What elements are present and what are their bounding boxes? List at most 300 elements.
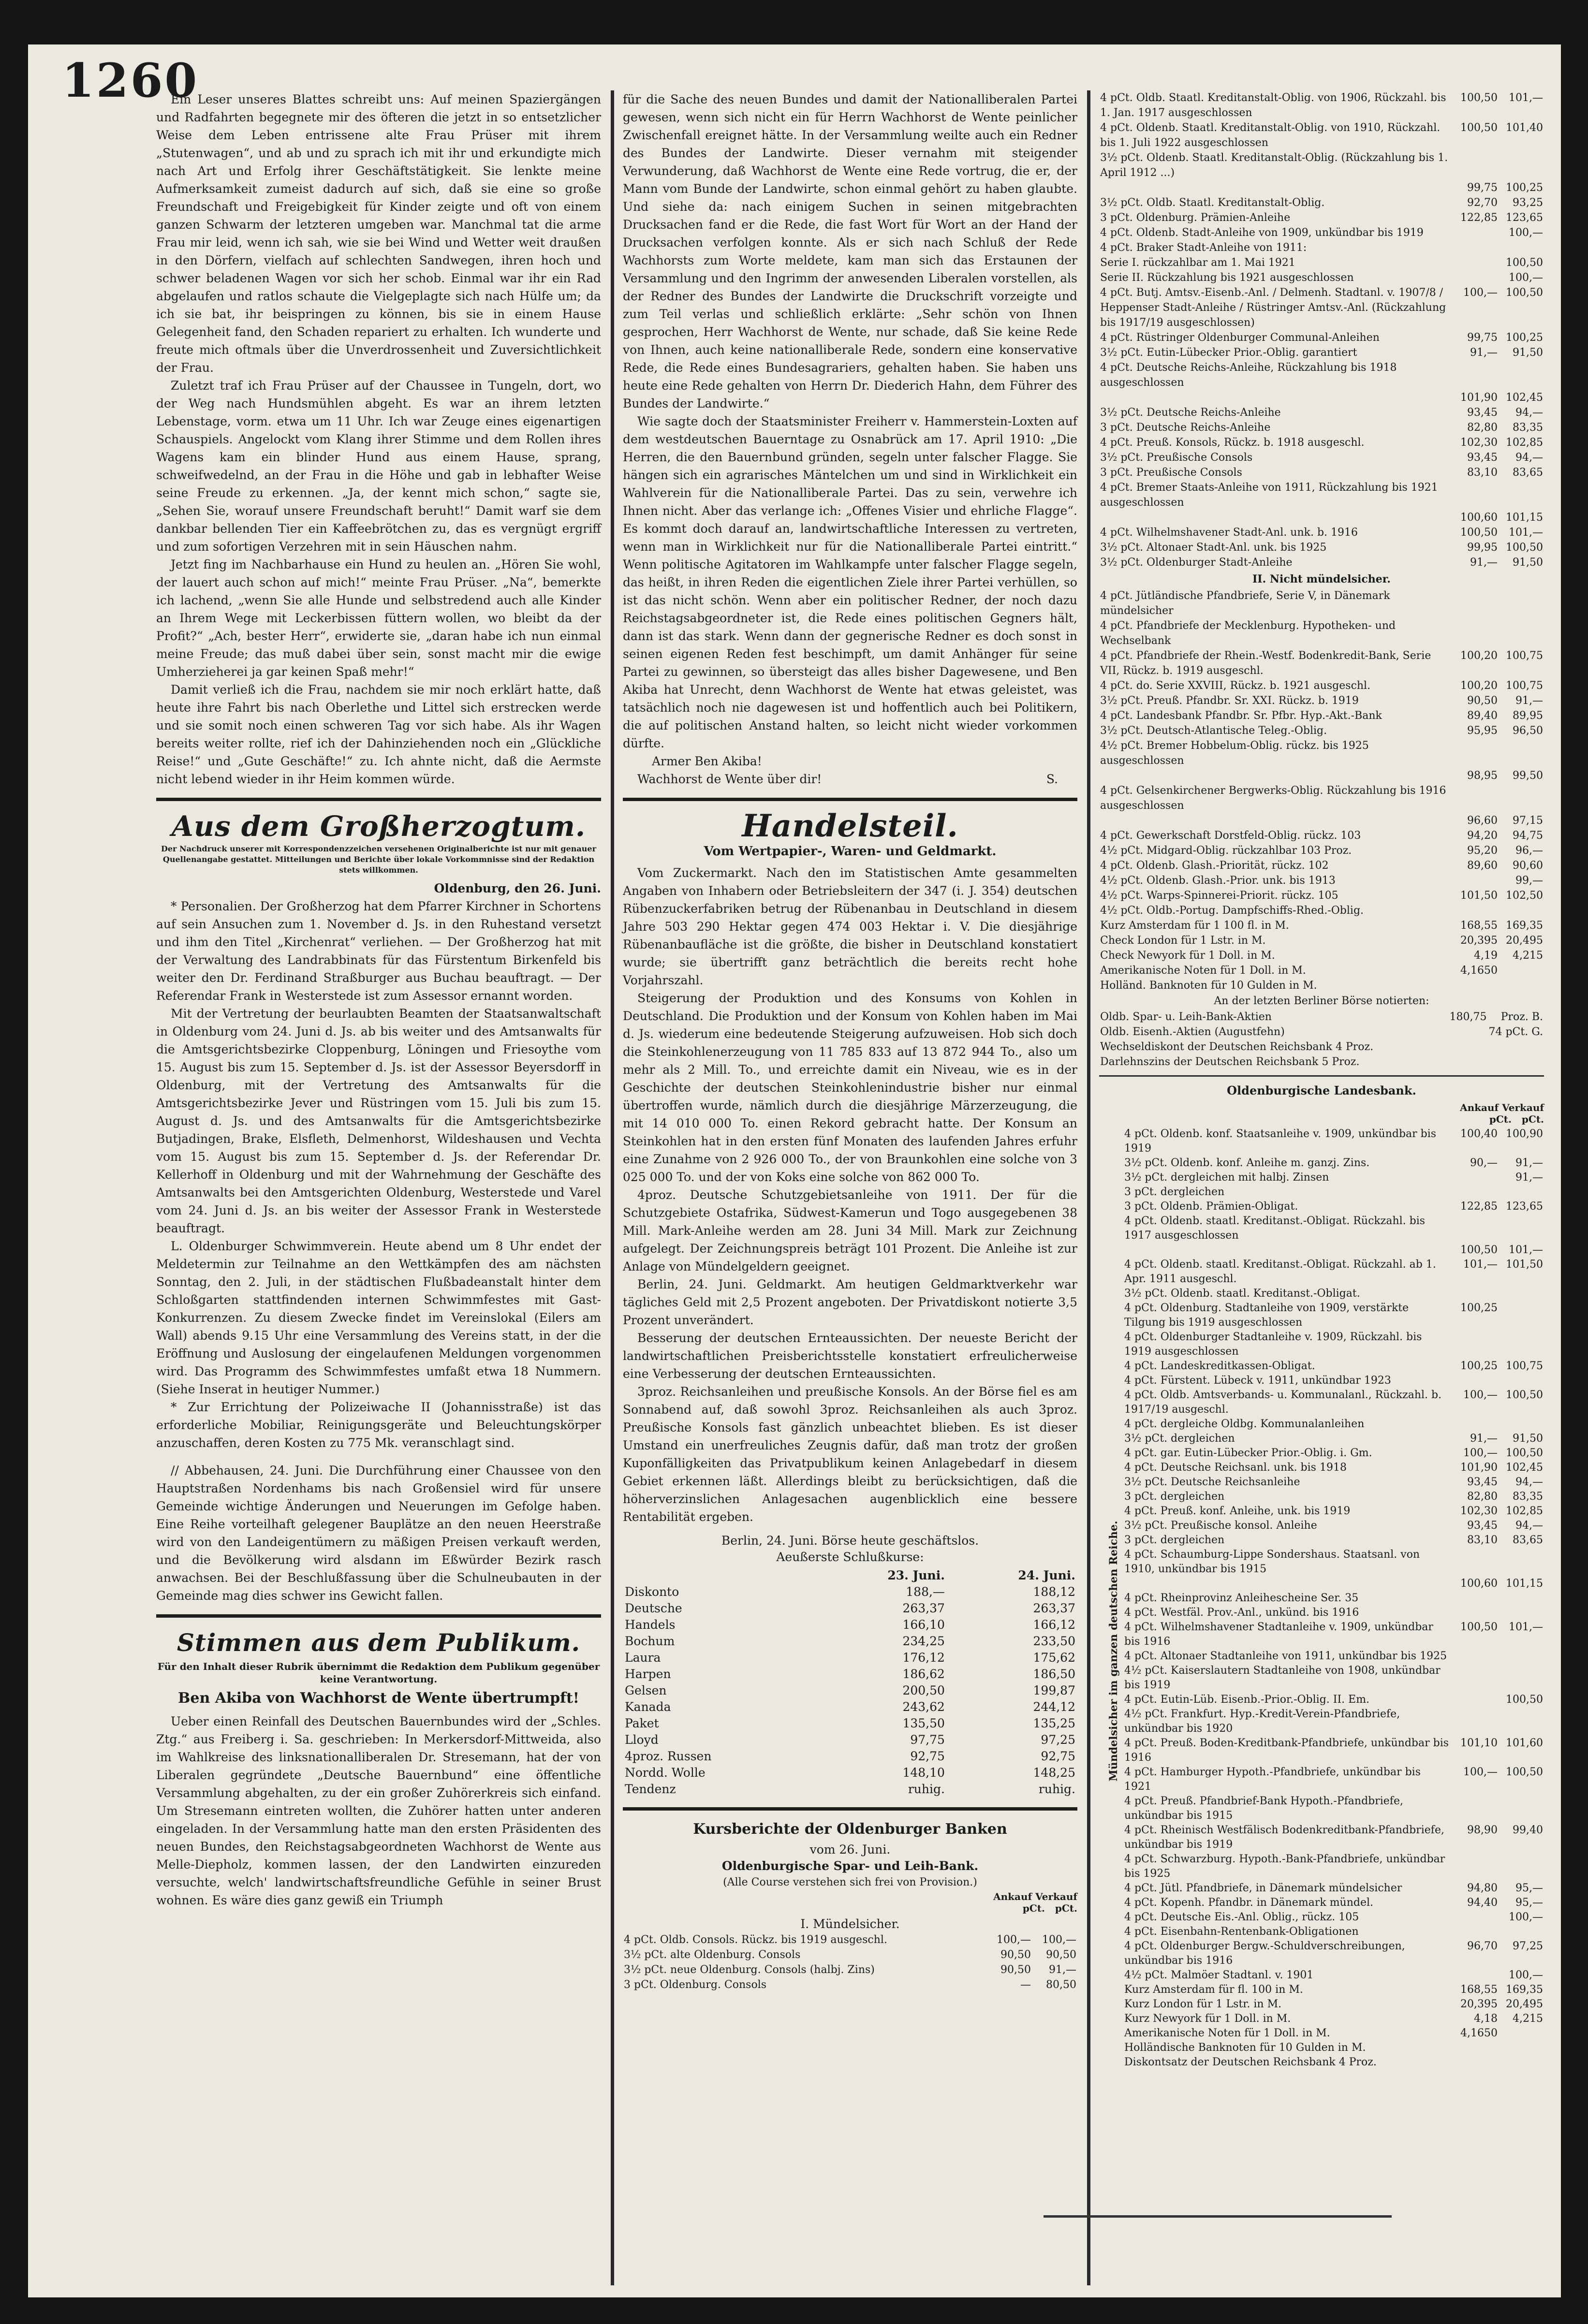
- row-value: 100,50: [1460, 92, 1498, 104]
- row-value: [1451, 2041, 1499, 2055]
- row-value: [1499, 1707, 1544, 1736]
- row-value: 100,—: [1463, 287, 1498, 299]
- landesbank-row: [1123, 1997, 1544, 2012]
- row-value: 188,12: [1033, 1585, 1075, 1599]
- row-value: 100,20: [1460, 650, 1498, 662]
- row-label: Darlehnszins der Deutschen Reichsbank 5 Proz.: [1100, 1056, 1360, 1068]
- row-label: Wechseldiskont der Deutschen Reichsbank 4 Proz.: [1100, 1041, 1374, 1053]
- row-label: 4 pCt. Rheinisch Westfälisch Bodenkreditbank-Pfandbriefe, unkündbar bis 1919: [1124, 1824, 1444, 1851]
- row-value: 101,—: [1509, 92, 1543, 104]
- row-value: 100,40: [1460, 1128, 1498, 1140]
- row-label: 4 pCt. Schaumburg-Lippe Sondershaus. Staatsanl. von 1910, unkündbar bis 1915: [1124, 1549, 1420, 1575]
- row-value: 233,50: [1033, 1634, 1075, 1648]
- rate-table: [1099, 1009, 1544, 1069]
- row-label: 4 pCt. Jütl. Pfandbriefe, in Dänemark mündelsicher: [1124, 1882, 1402, 1894]
- side-label: Mündelsicher im ganzen deutschen Reiche.: [1107, 1520, 1120, 1782]
- row-value: 4,18: [1474, 2013, 1498, 2025]
- row-label: [1123, 1243, 1451, 1257]
- row-value: 169,35: [1506, 1984, 1543, 1996]
- row-value: 135,25: [1033, 1716, 1075, 1730]
- row-label: Kurz Amsterdam für 1 100 fl. in M.: [1100, 920, 1289, 932]
- row-value: 4,215: [1513, 950, 1543, 962]
- landesbank-row: [1123, 1548, 1544, 1577]
- row-label: 4 pCt. Oldenb. staatl. Kreditanst.-Obligat. Rückzahl. ab 1. Apr. 1911 ausgeschl.: [1124, 1258, 1436, 1285]
- row-label: 3½ pCt. dergleichen: [1124, 1432, 1235, 1445]
- row-label: 4 pCt. Oldb. Staatl. Kreditanstalt-Oblig. von 1906, Rückzahl. bis 1. Jan. 1917 ausgeschlossen: [1100, 92, 1446, 119]
- row-value: 101,—: [1463, 1258, 1498, 1271]
- boerse-row: [623, 1584, 1077, 1600]
- rate-row: [1099, 618, 1544, 648]
- row-value: 4,1650: [1460, 2027, 1498, 2039]
- landesbank-row: [1123, 1620, 1544, 1649]
- row-value: [1451, 588, 1499, 618]
- section-divider: [156, 1614, 601, 1618]
- rate-row: [1099, 873, 1544, 888]
- row-label: 3½ pCt. Deutsch-Atlantische Teleg.-Oblig.: [1100, 725, 1327, 737]
- row-value: 100,25: [1506, 182, 1543, 194]
- row-label: 3½ pCt. Deutsche Reichsanleihe: [1124, 1476, 1300, 1488]
- row-value: [1499, 1301, 1544, 1330]
- row-value: [1440, 1039, 1487, 1054]
- boerse-row: [623, 1765, 1077, 1781]
- row-value: 95,—: [1515, 1897, 1543, 1909]
- news-item: L. Oldenburger Schwimmverein. Heute abend um 8 Uhr endet der Meldetermin zur Teilnahme an den Wettkämpfen des am nächsten Sonntag, den 2. Juli, in der städtischen Flußbadeanstalt hinter dem Schloßgarten stattfindenden internen Schwimmfestes mit Gast-Konkurrenzen. Zu diesem Zwecke findet im Vereinslokal (Eilers am Wall) abends 9.15 Uhr eine Versammlung des Vereins statt, in der die Eröffnung und Auslosung der eingelaufenen Meldungen vorgenommen wird. Das Programm des Schwimmfestes umfaßt etwa 18 Nummern. (Siehe Inserat in heutiger Nummer.): [156, 1239, 601, 1396]
- row-label: Holländische Banknoten für 10 Gulden in M.: [1124, 2042, 1366, 2054]
- row-value: [1451, 903, 1499, 918]
- berlin-heading: An der letzten Berliner Börse notierten:: [1214, 995, 1429, 1007]
- row-label: 4 pCt. Oldenb. Staatl. Kreditanstalt-Oblig. von 1910, Rückzahl. bis 1. Juli 1922 ausgeschlossen: [1100, 122, 1441, 149]
- row-label: 3½ pCt. neue Oldenburg. Consols (halbj. Zins): [624, 1964, 875, 1976]
- row-label: 3½ pCt. alte Oldenburg. Consols: [624, 1949, 801, 1961]
- row-label: Kanada: [625, 1700, 671, 1714]
- article-paragraph: Zuletzt traf ich Frau Prüser auf der Chaussee in Tungeln, dort, wo der Weg nach Hundsmühlen abgeht. Es war an ihrem letzten Lebenstage, vorm. etwa um 11 Uhr. Ich war Zeuge eines eigenartigen Schauspiels. Angelockt vom Klang ihrer Stimme und dem Rollen ihres Wagens kam ein blinder Hund aus einem Hause, sprang, schweifwedelnd, an der Frau in die Höhe und gab in lebhafter Weise seine Freude zu erkennen. „Ja, der kennt mich schon,“ sagte sie, „Sehen Sie, worauf unsere Freundschaft beruht!“ Damit warf sie dem dankbar bellenden Tier ein Kaffeebrötchen zu, das es vergnügt ergriff und zum sofortigen Verzehren mit in sein Häuschen nahm.: [156, 379, 601, 554]
- article-heading: Ben Akiba von Wachhorst de Wente übertrumpft!: [178, 1690, 579, 1707]
- row-value: 243,62: [902, 1700, 945, 1714]
- row-label: 4 pCt. Deutsche Eis.-Anl. Oblig., rückz. 105: [1124, 1911, 1359, 1923]
- row-label: 4 pCt. Oldenb. konf. Staatsanleihe v. 1909, unkündbar bis 1919: [1124, 1128, 1437, 1155]
- row-value: 102,85: [1506, 1505, 1543, 1517]
- landesbank-row: [1123, 1707, 1544, 1736]
- landesbank-row: [1123, 1794, 1544, 1823]
- landesbank-row: [1123, 1461, 1544, 1475]
- rate-row: [1099, 555, 1544, 570]
- landesbank-row: [1123, 1214, 1544, 1243]
- row-value: [1451, 783, 1499, 813]
- row-value: 101,—: [1509, 1621, 1543, 1633]
- row-value: [1451, 1707, 1499, 1736]
- row-label: 4½ pCt. Oldb.-Portug. Dampfschiffs-Rhed.-Oblig.: [1100, 905, 1364, 917]
- row-value: 101,90: [1460, 1462, 1498, 1474]
- news-item: Mit der Vertretung der beurlaubten Beamten der Staatsanwaltschaft in Oldenburg vom 24. Juni d. Js. ab bis weiter und des Amtsanwalts für die Amtsgerichtsbezirke Cloppenburg, Löningen und Friesoythe vom 15. August bis zum 15. September d. Js. ist der Assessor Beyersdorff in Oldenburg, mit der Vertretung des Amtsanwalts für die Amtsgerichtsbezirke Jever und Rüstringen vom 15. Juli bis zum 15. August d. Js. und des Amtsanwalts für die Amtsgerichtsbezirke Butjadingen, Brake, Elsfleth, Delmenhorst, Wildeshausen und Vechta vom 15. August bis zum 15. September d. Js. der Referendar Dr. Kellerhoff in Oldenburg und mit der Wahrnehmung der Geschäfte des Amtsanwalts bei den Amtsgerichten Oldenburg, Westerstede und Varel vom 24. Juni d. Js. an bis weiter der Assessor Frank in Westerstede beauftragt.: [156, 1007, 601, 1235]
- row-value: [1451, 1591, 1499, 1606]
- rate-row: [1099, 525, 1544, 540]
- row-value: 94,20: [1467, 830, 1498, 842]
- row-label: 4½ pCt. Malmöer Stadtanl. v. 1901: [1124, 1969, 1314, 1981]
- row-label: 4 pCt. Preuß. Konsols, Rückz. b. 1918 ausgeschl.: [1100, 437, 1365, 449]
- row-value: 102,50: [1506, 890, 1543, 902]
- row-value: [1499, 2026, 1544, 2041]
- row-label: Kurz Newyork für 1 Doll. in M.: [1124, 2013, 1291, 2025]
- row-value: 83,65: [1513, 1534, 1543, 1546]
- row-label: 4 pCt. Landeskreditkassen-Obligat.: [1124, 1360, 1315, 1372]
- row-label: Lloyd: [625, 1733, 659, 1747]
- rate-table: [1099, 588, 1544, 993]
- row-value: 100,20: [1460, 680, 1498, 692]
- row-value: 100,60: [1460, 1578, 1498, 1590]
- row-label: Serie I. rückzahlbar am 1. Mai 1921: [1100, 257, 1295, 269]
- row-value: [1499, 1214, 1544, 1243]
- row-value: 82,80: [1467, 1491, 1498, 1503]
- rate-row: [1099, 255, 1544, 270]
- row-value: 199,87: [1033, 1683, 1075, 1697]
- row-value: 101,60: [1506, 1737, 1543, 1749]
- rate-row: [1099, 588, 1544, 618]
- row-value: 100,25: [1506, 332, 1543, 344]
- row-value: 20,395: [1460, 1998, 1498, 2010]
- row-label: Paket: [625, 1716, 659, 1730]
- row-value: 123,65: [1506, 1200, 1543, 1213]
- row-value: 20,495: [1506, 1998, 1543, 2010]
- market-item: 3proz. Reichsanleihen und preußische Konsols. An der Börse fiel es am Sonnabend auf, daß sowohl 3proz. Reichsanleihen als auch 3proz. Preußische Konsols fast gänzlich unbeachtet blieben. Es ist dieser Umstand ein unerfreuliches Zeugnis dafür, daß man trotz der großen Kuponfälligkeiten das Privatpublikum keinen Anlagebedarf in diesem Gebiet erkennen läßt. Allerdings bleibt zu berücksichtigen, daß die höherverzinslichen Anlagesachen augenblicklich eine bessere Rentabilität ergeben.: [623, 1385, 1077, 1524]
- row-value: [1451, 1693, 1499, 1707]
- row-value: 97,75: [910, 1733, 945, 1747]
- landesbank-row: [1123, 1983, 1544, 1997]
- row-value: [1451, 1330, 1499, 1359]
- row-value: 99,75: [1467, 332, 1498, 344]
- row-value: 100,50: [1460, 122, 1498, 134]
- row-value: 148,10: [902, 1766, 945, 1780]
- row-value: 186,50: [1033, 1667, 1075, 1681]
- row-label: Check London für 1 Lstr. in M.: [1100, 935, 1266, 947]
- row-value: [1451, 270, 1499, 285]
- row-value: 166,10: [902, 1618, 945, 1632]
- rate-row: [1099, 933, 1544, 948]
- row-value: 100,50: [1506, 257, 1543, 269]
- section-note: Für den Inhalt dieser Rubrik übernimmt die Redaktion dem Publikum gegenüber keine Verantwortung.: [157, 1661, 600, 1685]
- row-value: 100,25: [1460, 1360, 1498, 1372]
- market-item: Berlin, 24. Juni. Geldmarkt. Am heutigen Geldmarktverkehr war tägliches Geld mit 2,5 Prozent angeboten. Der Privatdiskont notierte 3,5 Prozent unverändert.: [623, 1277, 1077, 1327]
- row-value: [1451, 1417, 1499, 1432]
- row-value: 93,45: [1467, 1520, 1498, 1532]
- row-label: 4½ pCt. Midgard-Oblig. rückzahlbar 103 Proz.: [1100, 845, 1352, 857]
- row-label: 4 pCt. Wilhelmshavener Stadtanleihe v. 1909, unkündbar bis 1916: [1124, 1621, 1433, 1648]
- rate-row: [1099, 180, 1544, 195]
- row-label: 4½ pCt. Bremer Hobbelum-Oblig. rückz. bis 1925 ausgeschlossen: [1100, 740, 1369, 767]
- row-label: 3 pCt. Oldenburg. Consols: [624, 1979, 767, 1991]
- row-value: 100,25: [1460, 1302, 1498, 1314]
- row-value: [1499, 738, 1544, 768]
- row-value: 234,25: [902, 1634, 945, 1648]
- row-label: 3 pCt. dergleichen: [1124, 1491, 1225, 1503]
- boerse-table: [623, 1567, 1077, 1798]
- row-value: 94,—: [1515, 1520, 1543, 1532]
- row-value: [1499, 783, 1544, 813]
- row-value: 94,—: [1515, 407, 1543, 419]
- section-divider: [1099, 1075, 1544, 1077]
- row-label: Check Newyork für 1 Doll. in M.: [1100, 950, 1275, 962]
- row-value: 100,50: [1506, 1447, 1543, 1459]
- row-value: [1451, 1170, 1499, 1185]
- row-value: 94,—: [1515, 1476, 1543, 1488]
- row-value: 94,80: [1467, 1882, 1498, 1894]
- row-value: 96,70: [1467, 1940, 1498, 1952]
- row-label: 3 pCt. Oldenb. Prämien-Obligat.: [1124, 1200, 1298, 1213]
- row-label: 4 pCt. Gewerkschaft Dorstfeld-Oblig. rückz. 103: [1100, 830, 1361, 842]
- row-label: 4 pCt. Preuß. Pfandbrief-Bank Hypoth.-Pfandbriefe, unkündbar bis 1915: [1124, 1795, 1403, 1822]
- landesbank-col-header: Ankauf Verkauf pCt. pCt.: [1460, 1102, 1544, 1125]
- row-value: 102,30: [1460, 437, 1498, 449]
- row-value: 95,95: [1467, 725, 1498, 737]
- row-value: [1440, 1054, 1487, 1069]
- kurs-bank: Oldenburgische Spar- und Leih-Bank.: [721, 1859, 979, 1873]
- row-value: 92,70: [1467, 197, 1498, 209]
- row-value: 102,45: [1506, 1462, 1543, 1474]
- row-value: 100,50: [1460, 1621, 1498, 1633]
- row-label: 4½ pCt. Oldenb. Glash.-Prior. unk. bis 1913: [1100, 875, 1336, 887]
- column-3: [1099, 90, 1544, 2070]
- row-value: 100,—: [1509, 1911, 1543, 1923]
- row-value: [1451, 480, 1499, 510]
- row-value: 102,45: [1506, 392, 1543, 404]
- row-value: 100,50: [1506, 1389, 1543, 1401]
- page-number: 1260: [62, 53, 199, 108]
- rate-row: [1099, 510, 1544, 525]
- landesbank-row: [1123, 1417, 1544, 1432]
- row-label: [1099, 180, 1451, 195]
- article-paragraph: Damit verließ ich die Frau, nachdem sie mir noch erklärt hatte, daß heute ihre Fahrt bis nach Oberlethe und Littel sich erstrecken werde und sie somit noch einen schweren Tag vor sich habe. Als ihr Wagen bereits weiter rollte, rief ich der Dahinziehenden noch ein „Glückliche Reise!“ und „Gute Geschäfte!“ zu. Ich ahnte nicht, daß die Aermste nicht lebend wieder in ihr Heim kommen würde.: [156, 683, 601, 786]
- row-value: [1451, 1185, 1499, 1199]
- row-value: 100,50: [1460, 1244, 1498, 1256]
- rate-row: [1099, 390, 1544, 405]
- row-value: 83,35: [1513, 422, 1543, 434]
- kurs-row: [623, 1932, 1077, 1947]
- rate-row: [1099, 918, 1544, 933]
- row-value: [1451, 1214, 1499, 1243]
- row-label: Amerikanische Noten für 1 Doll. in M.: [1100, 965, 1306, 977]
- row-value: [1499, 618, 1544, 648]
- row-label: 4 pCt. Jütländische Pfandbriefe, Serie V, in Dänemark mündelsicher: [1100, 590, 1390, 617]
- row-value: 89,40: [1467, 710, 1498, 722]
- row-value: 100,50: [1506, 1694, 1543, 1706]
- landesbank-row: [1123, 1286, 1544, 1301]
- row-value: 95,20: [1467, 845, 1498, 857]
- section-note: Der Nachdruck unserer mit Korrespondenzzeichen versehenen Originalberichte ist nur mit genauer Quellenangabe gestattet. Mitteilungen und Berichte über lokale Vorkommnisse sind der Redaktion stets willkommen.: [161, 844, 597, 875]
- kurs-col-header: Ankauf Verkauf pCt. pCt.: [993, 1891, 1077, 1914]
- rate-row: [1099, 465, 1544, 480]
- row-value: 91,—: [1515, 1157, 1543, 1169]
- rate-row: [1099, 693, 1544, 708]
- row-value: 263,37: [902, 1601, 945, 1615]
- row-label: 3½ pCt. Preußische konsol. Anleihe: [1124, 1520, 1317, 1532]
- rate-row: [1099, 1054, 1544, 1069]
- rate-row: [1099, 648, 1544, 678]
- row-label: Serie II. Rückzahlung bis 1921 ausgeschlossen: [1100, 272, 1354, 284]
- author-initial: S.: [1046, 772, 1058, 786]
- row-value: 90,50: [1467, 695, 1498, 707]
- rate-row: [1099, 888, 1544, 903]
- row-label: 3½ pCt. dergleichen mit halbj. Zinsen: [1124, 1171, 1329, 1184]
- news-item: * Zur Errichtung der Polizeiwache II (Johannisstraße) ist das erforderliche Mobiliar, Reinigungsgeräte und Beleuchtungskörper anzuschaffen, deren Kosten zu 775 Mk. veranschlagt sind.: [156, 1400, 601, 1450]
- row-value: 101,15: [1506, 1578, 1543, 1590]
- row-label: 4 pCt. Oldenburger Stadtanleihe v. 1909, Rückzahl. bis 1919 ausgeschlossen: [1124, 1331, 1422, 1358]
- row-label: 4 pCt. Westfäl. Prov.-Anl., unkünd. bis 1916: [1124, 1607, 1359, 1619]
- row-label: 3½ pCt. Deutsche Reichs-Anleihe: [1100, 407, 1281, 419]
- row-value: 80,50: [1046, 1979, 1076, 1991]
- rate-row: [1099, 828, 1544, 843]
- row-value: 176,12: [902, 1651, 945, 1665]
- market-item: Vom Zuckermarkt. Nach den im Statistischen Amte gesammelten Angaben von Inhabern oder Betriebsleitern der 347 (i. J. 354) deutschen Rübenzuckerfabriken betrug der Rübenanbau in Deutschland in diesem Jahre 503 290 Hektar gegen 474 003 Hektar i. V. Die diesjährige Rübenanbaufläche ist die größte, die bisher in Deutschland konstatiert wurde; sie übertrifft ganz beträchtlich die bereits recht hohe Vorjahrszahl.: [623, 866, 1077, 987]
- row-value: [1499, 1286, 1544, 1301]
- rate-row: [1099, 963, 1544, 978]
- landesbank-row: [1123, 1693, 1544, 1707]
- rate-row: [1099, 948, 1544, 963]
- row-label: 4 pCt. Eisenbahn-Rentenbank-Obligationen: [1124, 1926, 1359, 1938]
- rate-row: [1099, 783, 1544, 813]
- boerse-row: [623, 1633, 1077, 1650]
- landesbank-row: [1123, 1881, 1544, 1896]
- row-label: 3½ pCt. Preuß. Pfandbr. Sr. XXI. Rückz. b. 1919: [1100, 695, 1359, 707]
- row-value: 101,—: [1509, 526, 1543, 539]
- row-value: 100,—: [1042, 1934, 1076, 1946]
- boerse-col-header: 24. Juni.: [1018, 1568, 1075, 1582]
- landesbank-row: [1123, 1896, 1544, 1910]
- row-value: 100,—: [1463, 1389, 1498, 1401]
- landesbank-row: [1123, 1852, 1544, 1881]
- boerse-row: [623, 1781, 1077, 1798]
- row-label: 3 pCt. dergleichen: [1124, 1534, 1225, 1546]
- landesbank-row: [1123, 1374, 1544, 1388]
- landesbank-row: [1123, 1301, 1544, 1330]
- row-value: 83,10: [1467, 1534, 1498, 1546]
- row-value: [1451, 618, 1499, 648]
- kurs-row: [623, 1947, 1077, 1962]
- kurs-section: I. Mündelsicher.: [800, 1917, 900, 1931]
- landesbank-row: [1123, 2055, 1544, 2070]
- row-label: [1099, 510, 1451, 525]
- row-label: 4 pCt. Altonaer Stadtanleihe von 1911, unkündbar bis 1925: [1124, 1650, 1447, 1662]
- landesbank-row: [1123, 1156, 1544, 1170]
- row-label: [1099, 813, 1451, 828]
- landesbank-row: [1123, 1127, 1544, 1156]
- row-value: 102,30: [1460, 1505, 1498, 1517]
- landesbank-row: [1123, 2041, 1544, 2055]
- row-value: [1499, 1417, 1544, 1432]
- row-value: [1499, 240, 1544, 255]
- rate-row: [1099, 435, 1544, 450]
- boerse-row: [623, 1732, 1077, 1748]
- row-value: 180,75: [1449, 1011, 1487, 1023]
- landesbank-row: [1123, 1664, 1544, 1693]
- row-value: 90,—: [1470, 1157, 1498, 1169]
- rate-row: [1099, 768, 1544, 783]
- rate-row: [1099, 150, 1544, 180]
- article-paragraph: für die Sache des neuen Bundes und damit der Nationalliberalen Partei gewesen, wenn sich nicht ein für Herrn Wachhorst de Wente peinlicher Zwischenfall ereignet hätte. In der Versammlung weilte auch ein Redner des Bundes der Landwirte. Dieser vernahm mit steigender Verwunderung, daß Wachhorst de Wente eine Rede vortrug, die er, der Mann vom Bunde der Landwirte, schon einmal gehört zu haben glaubte. Und siehe da: nach einigem Suchen in seinen mitgebrachten Drucksachen fand er die Rede, die fast Wort für Wort an der Hand der Drucksachen verfolgen konnte. Als er sich nach Schluß der Rede Wachhorsts zum Worte meldete, kam man sich das Erstaunen der Versammlung und den Ingrimm der anwesenden Liberalen vorstellen, als der Redner des Bundes der Landwirte die Druckschrift vorzeigte und zum Teil verlas und schließlich erklärte: „Sehr schön von Ihnen gesprochen, Herr Wachhorst de Wente, nur schade, daß Sie keine Rede von Ihnen, auch keine nationalliberale Rede, sondern eine konservative Rede, die Rede eines Bundesagrariers, gehalten haben. Sie haben uns heute eine Rede gehalten von Herrn Dr. Diederich Hahn, dem Führer des Bundes der Landwirte.“: [623, 92, 1077, 410]
- newspaper-page: [28, 44, 1561, 2297]
- row-value: 91,—: [1515, 695, 1543, 707]
- row-value: 83,65: [1513, 467, 1543, 479]
- row-value: 100,—: [1509, 272, 1543, 284]
- row-value: 90,50: [1000, 1949, 1031, 1961]
- landesbank-row: [1123, 1533, 1544, 1548]
- landesbank-heading: Oldenburgische Landesbank.: [1227, 1083, 1416, 1097]
- row-value: 20,395: [1460, 935, 1498, 947]
- row-label: 4 pCt. Schwarzburg. Hypoth.-Bank-Pfandbriefe, unkündbar bis 1925: [1124, 1853, 1445, 1880]
- section-heading: Stimmen aus dem Publikum.: [176, 1628, 581, 1657]
- rate-row: [1099, 858, 1544, 873]
- row-value: 99,—: [1515, 875, 1543, 887]
- row-label: 3 pCt. Deutsche Reichs-Anleihe: [1100, 422, 1271, 434]
- rate-row: [1099, 738, 1544, 768]
- row-value: 83,35: [1513, 1491, 1543, 1503]
- column-1: [156, 90, 601, 1909]
- row-value: 90,50: [1046, 1949, 1076, 1961]
- row-value: 100,—: [1509, 1969, 1543, 1981]
- row-value: 200,50: [902, 1683, 945, 1697]
- row-value: 89,95: [1513, 710, 1543, 722]
- row-label: Diskontsatz der Deutschen Reichsbank 4 Proz.: [1124, 2056, 1377, 2068]
- row-label: Nordd. Wolle: [625, 1766, 706, 1780]
- column-2: [623, 90, 1077, 1992]
- row-value: 82,80: [1467, 422, 1498, 434]
- row-value: 100,—: [1509, 227, 1543, 239]
- row-value: [1451, 255, 1499, 270]
- row-label: 4 pCt. Landesbank Pfandbr. Sr. Pfbr. Hyp.-Akt.-Bank: [1100, 710, 1382, 722]
- landesbank-row: [1123, 1504, 1544, 1519]
- row-value: [1451, 1606, 1499, 1620]
- rate-row: [1099, 285, 1544, 330]
- row-value: ruhig.: [908, 1782, 945, 1796]
- row-value: 101,—: [1509, 1244, 1543, 1256]
- news-item: * Personalien. Der Großherzog hat dem Pfarrer Kirchner in Schortens auf sein Ansuchen zum 1. November d. Js. in den Ruhestand versetzt und ihm den Titel „Kirchenrat“ verliehen. — Der Großherzog hat mit der Verwaltung des Landrabbinats für das Fürstentum Birkenfeld bis weiter den Dr. Ferdinand Straßburger aus Buchau beauftragt. — Der Referendar Frank in Westerstede ist zum Assessor ernannt worden.: [156, 899, 601, 1003]
- row-value: 91,—: [1049, 1964, 1076, 1976]
- row-value: 91,—: [1515, 1171, 1543, 1184]
- row-value: 90,60: [1513, 860, 1543, 872]
- rate-row: [1099, 270, 1544, 285]
- row-value: 93,25: [1513, 197, 1543, 209]
- row-value: 93,45: [1467, 1476, 1498, 1488]
- row-value: [1499, 1185, 1544, 1199]
- boerse-row: [623, 1715, 1077, 1732]
- row-label: Oldb. Spar- u. Leih-Bank-Aktien: [1100, 1011, 1272, 1023]
- row-value: [1499, 360, 1544, 390]
- row-value: [1499, 903, 1544, 918]
- row-label: 4 pCt. Gelsenkirchener Bergwerks-Oblig. Rückzahlung bis 1916 ausgeschlossen: [1100, 785, 1446, 812]
- boerse-row: [623, 1617, 1077, 1633]
- rate-row: [1099, 708, 1544, 723]
- rate-row: [1099, 540, 1544, 555]
- row-value: ruhig.: [1038, 1782, 1075, 1796]
- market-item: Steigerung der Produktion und des Konsums von Kohlen in Deutschland. Die Produktion und der Konsum von Kohlen haben im Mai d. Js. wiederum eine bedeutende Steigerung aufzuweisen. Hob sich doch die Steinkohlenerzeugung von 11 785 833 auf 13 872 944 To., also um mehr als 2 Mill. To., und erreichte damit ein Niveau, wie es in der Geschichte der deutschen Steinkohlenindustrie bisher nur einmal übertroffen wurde, nämlich durch die diesjährige Märzerzeugung, die mit 14 010 000 To. einen Rekord gebracht hatte. Der Konsum an Steinkohlen hat in den ersten fünf Monaten des laufenden Jahres erfuhr eine Zunahme von 2 926 000 To., der von Braunkohlen eine solche von 3 025 000 To. und der von Koks eine solche von 862 000 To.: [623, 991, 1077, 1184]
- row-label: 4 pCt. Deutsche Reichsanl. unk. bis 1918: [1124, 1462, 1347, 1474]
- row-label: 4 pCt. Preuß. Boden-Kreditbank-Pfandbriefe, unkündbar bis 1916: [1124, 1737, 1449, 1764]
- row-value: [1451, 225, 1499, 240]
- row-label: 3 pCt. dergleichen: [1124, 1186, 1225, 1198]
- row-label: 4 pCt. Deutsche Reichs-Anleihe, Rückzahlung bis 1918 ausgeschlossen: [1100, 362, 1397, 389]
- kurs-table: [623, 1932, 1077, 1992]
- row-value: [1499, 978, 1544, 993]
- row-value: 100,60: [1460, 512, 1498, 524]
- row-value: [1451, 150, 1499, 180]
- row-label: Oldb. Eisenh.-Aktien (Augustfehn): [1100, 1026, 1285, 1038]
- section-subheading: Vom Wertpapier-, Waren- und Geldmarkt.: [704, 844, 997, 859]
- landesbank-row: [1123, 1170, 1544, 1185]
- landesbank-row: [1123, 2026, 1544, 2041]
- boerse-row: [623, 1682, 1077, 1699]
- row-value: 91,50: [1513, 556, 1543, 569]
- rate-row: [1099, 978, 1544, 993]
- row-value: 91,—: [1470, 1432, 1498, 1445]
- landesbank-row: [1123, 1199, 1544, 1214]
